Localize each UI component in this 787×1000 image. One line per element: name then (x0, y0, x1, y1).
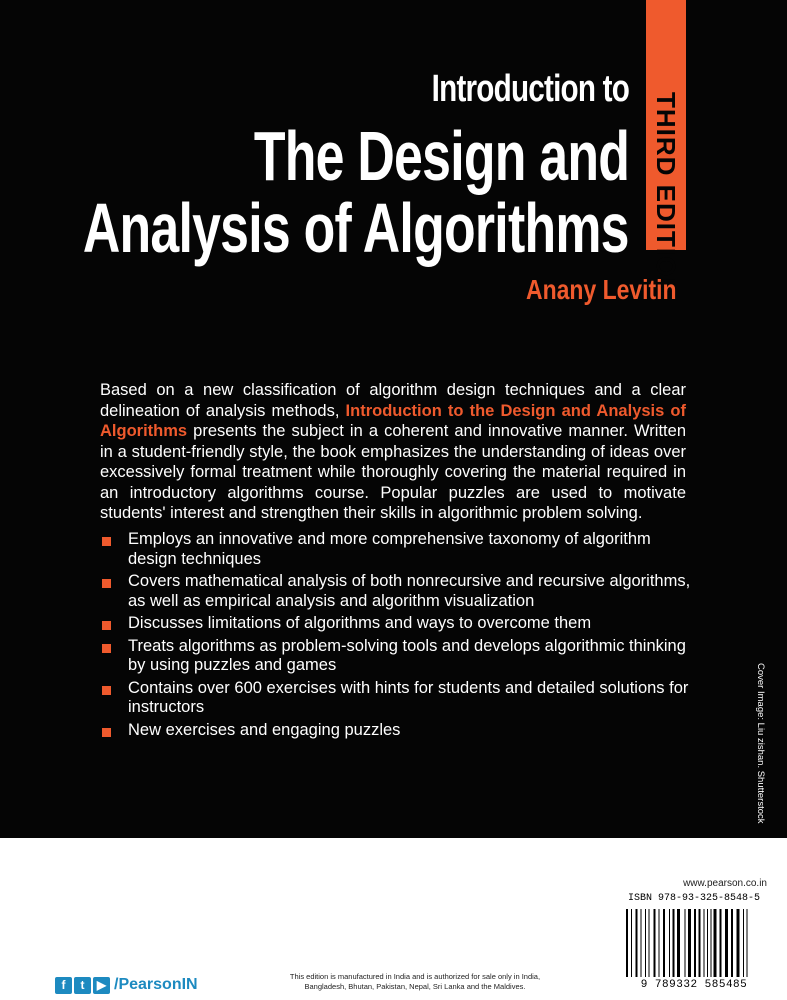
barcode-bar (747, 909, 748, 977)
barcode-bar (685, 909, 686, 977)
isbn-barcode-block (616, 893, 772, 993)
book-description (100, 380, 686, 524)
barcode-bar (743, 909, 744, 977)
barcode-bar (654, 909, 656, 977)
feature-text: Covers mathematical analysis of both nonrecursive and recursive algorithms, as well as empirical analysis and algorithm visualization (128, 572, 691, 610)
barcode-bar (645, 909, 646, 977)
square-bullet-icon (102, 579, 111, 588)
description-body: presents the subject in a coherent and innovative manner. Written in a student-friendly style, the book emphasizes the understanding of ideas over excessively formal treatment while thoroughly covering the material required in an introductory algorithms course. Popular puzzles are used to motivate students' interest and strengthen their skills in algorithmic problem solving. (100, 422, 686, 522)
feature-item (100, 614, 700, 634)
barcode-image (622, 909, 766, 979)
title-line-2: The Design and (253, 117, 629, 195)
social-handle[interactable]: /PearsonIN (114, 976, 198, 993)
title-line-3: Analysis of Algorithms (83, 189, 629, 267)
feature-text: Treats algorithms as problem-solving tools and develops algorithmic thinking by using puzzles and games (128, 636, 686, 674)
edition-label: THIRD EDITION (651, 92, 681, 298)
barcode-bar (641, 909, 642, 977)
square-bullet-icon (102, 686, 111, 695)
feature-text: New exercises and engaging puzzles (128, 720, 401, 739)
barcode-bar (626, 909, 628, 977)
barcode-bar (694, 909, 696, 977)
feature-list (100, 530, 700, 743)
barcode-bar (659, 909, 660, 977)
description-highlight: Introduction to the Design and Analysis of Algorithms (100, 401, 686, 440)
barcode-bar (704, 909, 705, 977)
feature-text: Discusses limitations of algorithms and ways to overcome them (128, 614, 592, 632)
publisher-website[interactable]: www.pearson.co.in (683, 878, 767, 889)
feature-item (100, 637, 700, 676)
isbn-label: ISBN 978-93-325-8548-5 (627, 893, 761, 904)
twitter-icon[interactable]: t (74, 977, 91, 994)
barcode-bar (731, 909, 733, 977)
barcode-bar (707, 909, 708, 977)
feature-item (100, 572, 700, 611)
barcode-bar (688, 909, 691, 977)
square-bullet-icon (102, 537, 111, 546)
barcode-bar (677, 909, 680, 977)
square-bullet-icon (102, 644, 111, 653)
barcode-bar (673, 909, 675, 977)
description-intro: Based on a new classification of algorithm design techniques and a clear delineation of analysis methods, (100, 381, 686, 420)
youtube-icon[interactable]: ▶ (93, 977, 110, 994)
square-bullet-icon (102, 728, 111, 737)
facebook-icon[interactable]: f (55, 977, 72, 994)
barcode-bar (649, 909, 650, 977)
barcode-bar (669, 909, 670, 977)
barcode-bar (714, 909, 717, 977)
sale-territory-notice: This edition is manufactured in India and is authorized for sale only in India, Bangladesh, Bhutan, Pakistan, Nepal, Sri Lanka and the Maldives. (289, 972, 541, 991)
barcode-bar (711, 909, 712, 977)
cover-image-credit: Cover Image: Liu zishan. Shutterstock (755, 663, 766, 824)
square-bullet-icon (102, 621, 111, 630)
barcode-bar (720, 909, 722, 977)
feature-item (100, 679, 700, 718)
barcode-digits: 9 789332 585485 (640, 979, 748, 991)
feature-text: Employs an innovative and more comprehensive taxonomy of algorithm design techniques (128, 530, 651, 568)
title-line-1: Introduction to (431, 68, 629, 110)
social-links (55, 975, 198, 995)
barcode-bar (636, 909, 638, 977)
barcode-bar (663, 909, 665, 977)
barcode-bar (699, 909, 701, 977)
barcode-bar (725, 909, 728, 977)
author-name: Anany Levitin (526, 274, 677, 305)
feature-text: Contains over 600 exercises with hints for students and detailed solutions for instructors (128, 678, 689, 716)
feature-item (100, 721, 700, 741)
feature-item (100, 530, 700, 569)
barcode-bar (737, 909, 740, 977)
barcode-bar (631, 909, 632, 977)
